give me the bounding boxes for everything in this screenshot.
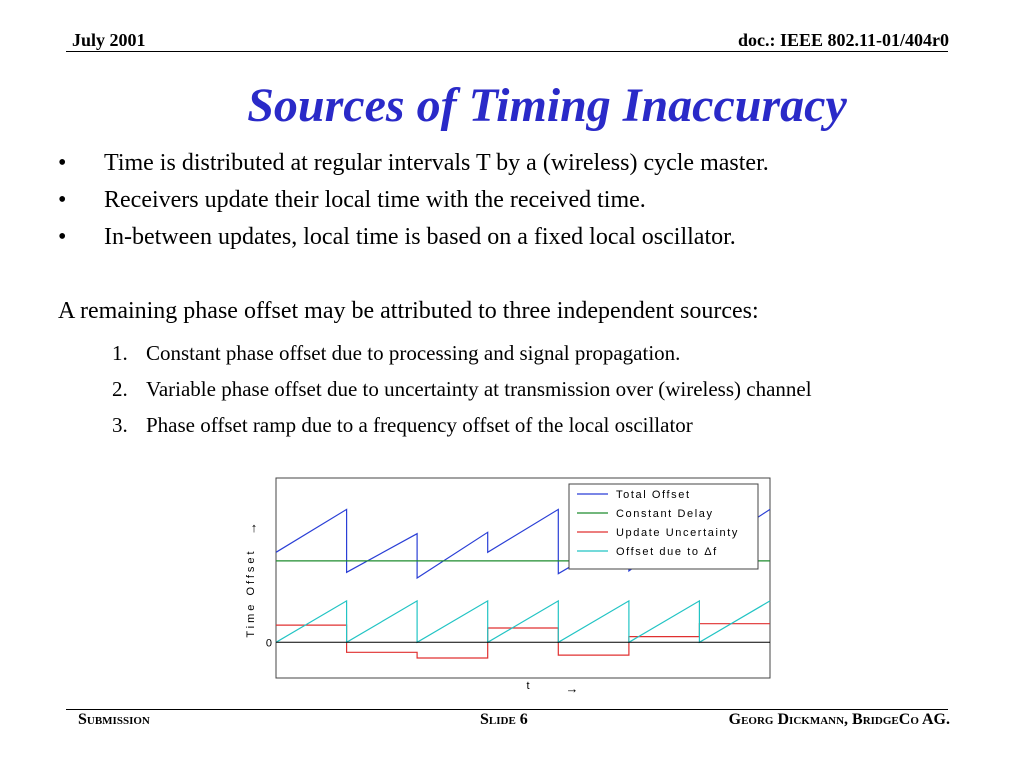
numbered-item (112, 335, 992, 371)
bullet-text: Time is distributed at regular intervals T by a (wireless) cycle master. (104, 150, 769, 176)
y-axis-label: Time Offset (245, 548, 257, 638)
timing-offset-chart (236, 470, 781, 702)
bullet-dot: • (58, 150, 67, 176)
footer-slide-number: Slide 6 (480, 711, 528, 728)
legend-label-3: Update Uncertainty (616, 527, 739, 539)
numbered-item (112, 371, 992, 407)
header-divider (66, 51, 948, 52)
item-text: Constant phase offset due to processing and signal propagation. (146, 341, 681, 365)
bullet-text: In-between updates, local time is based on a fixed local oscillator. (104, 224, 736, 250)
legend-label-2: Constant Delay (616, 508, 714, 520)
footer-submission: Submission (78, 711, 150, 728)
x-axis-label: t (526, 680, 530, 692)
item-number: 1. (112, 341, 128, 365)
numbered-item (112, 407, 992, 443)
bullet-text: Receivers update their local time with the received time. (104, 187, 646, 213)
bullet-list (58, 145, 978, 256)
zero-tick-label: 0 (265, 637, 272, 650)
bullet-item (58, 219, 978, 256)
bullet-dot: • (58, 187, 67, 213)
bullet-item (58, 182, 978, 219)
y-axis-arrow: ↑ (250, 520, 258, 535)
bullet-dot: • (58, 224, 67, 250)
item-text: Variable phase offset due to uncertainty at transmission over (wireless) channel (146, 377, 812, 401)
header-date: July 2001 (72, 30, 146, 50)
legend-label-4: Offset due to Δf (616, 546, 718, 558)
item-text: Phase offset ramp due to a frequency offset of the local oscillator (146, 413, 693, 437)
slide-title: Sources of Timing Inaccuracy (247, 79, 847, 132)
header-doc-id: doc.: IEEE 802.11-01/404r0 (737, 30, 949, 50)
x-axis-arrow: → (565, 681, 579, 696)
item-number: 2. (112, 377, 128, 401)
bullet-item (58, 145, 978, 182)
chart-legend (569, 484, 758, 569)
legend-label-1: Total Offset (616, 489, 691, 501)
numbered-list (112, 335, 992, 443)
footer-divider (66, 709, 948, 710)
intro-paragraph: A remaining phase offset may be attributed to three independent sources: (58, 298, 759, 324)
footer-author: Georg Dickmann, BridgeCo AG. (728, 711, 950, 728)
item-number: 3. (112, 413, 128, 437)
